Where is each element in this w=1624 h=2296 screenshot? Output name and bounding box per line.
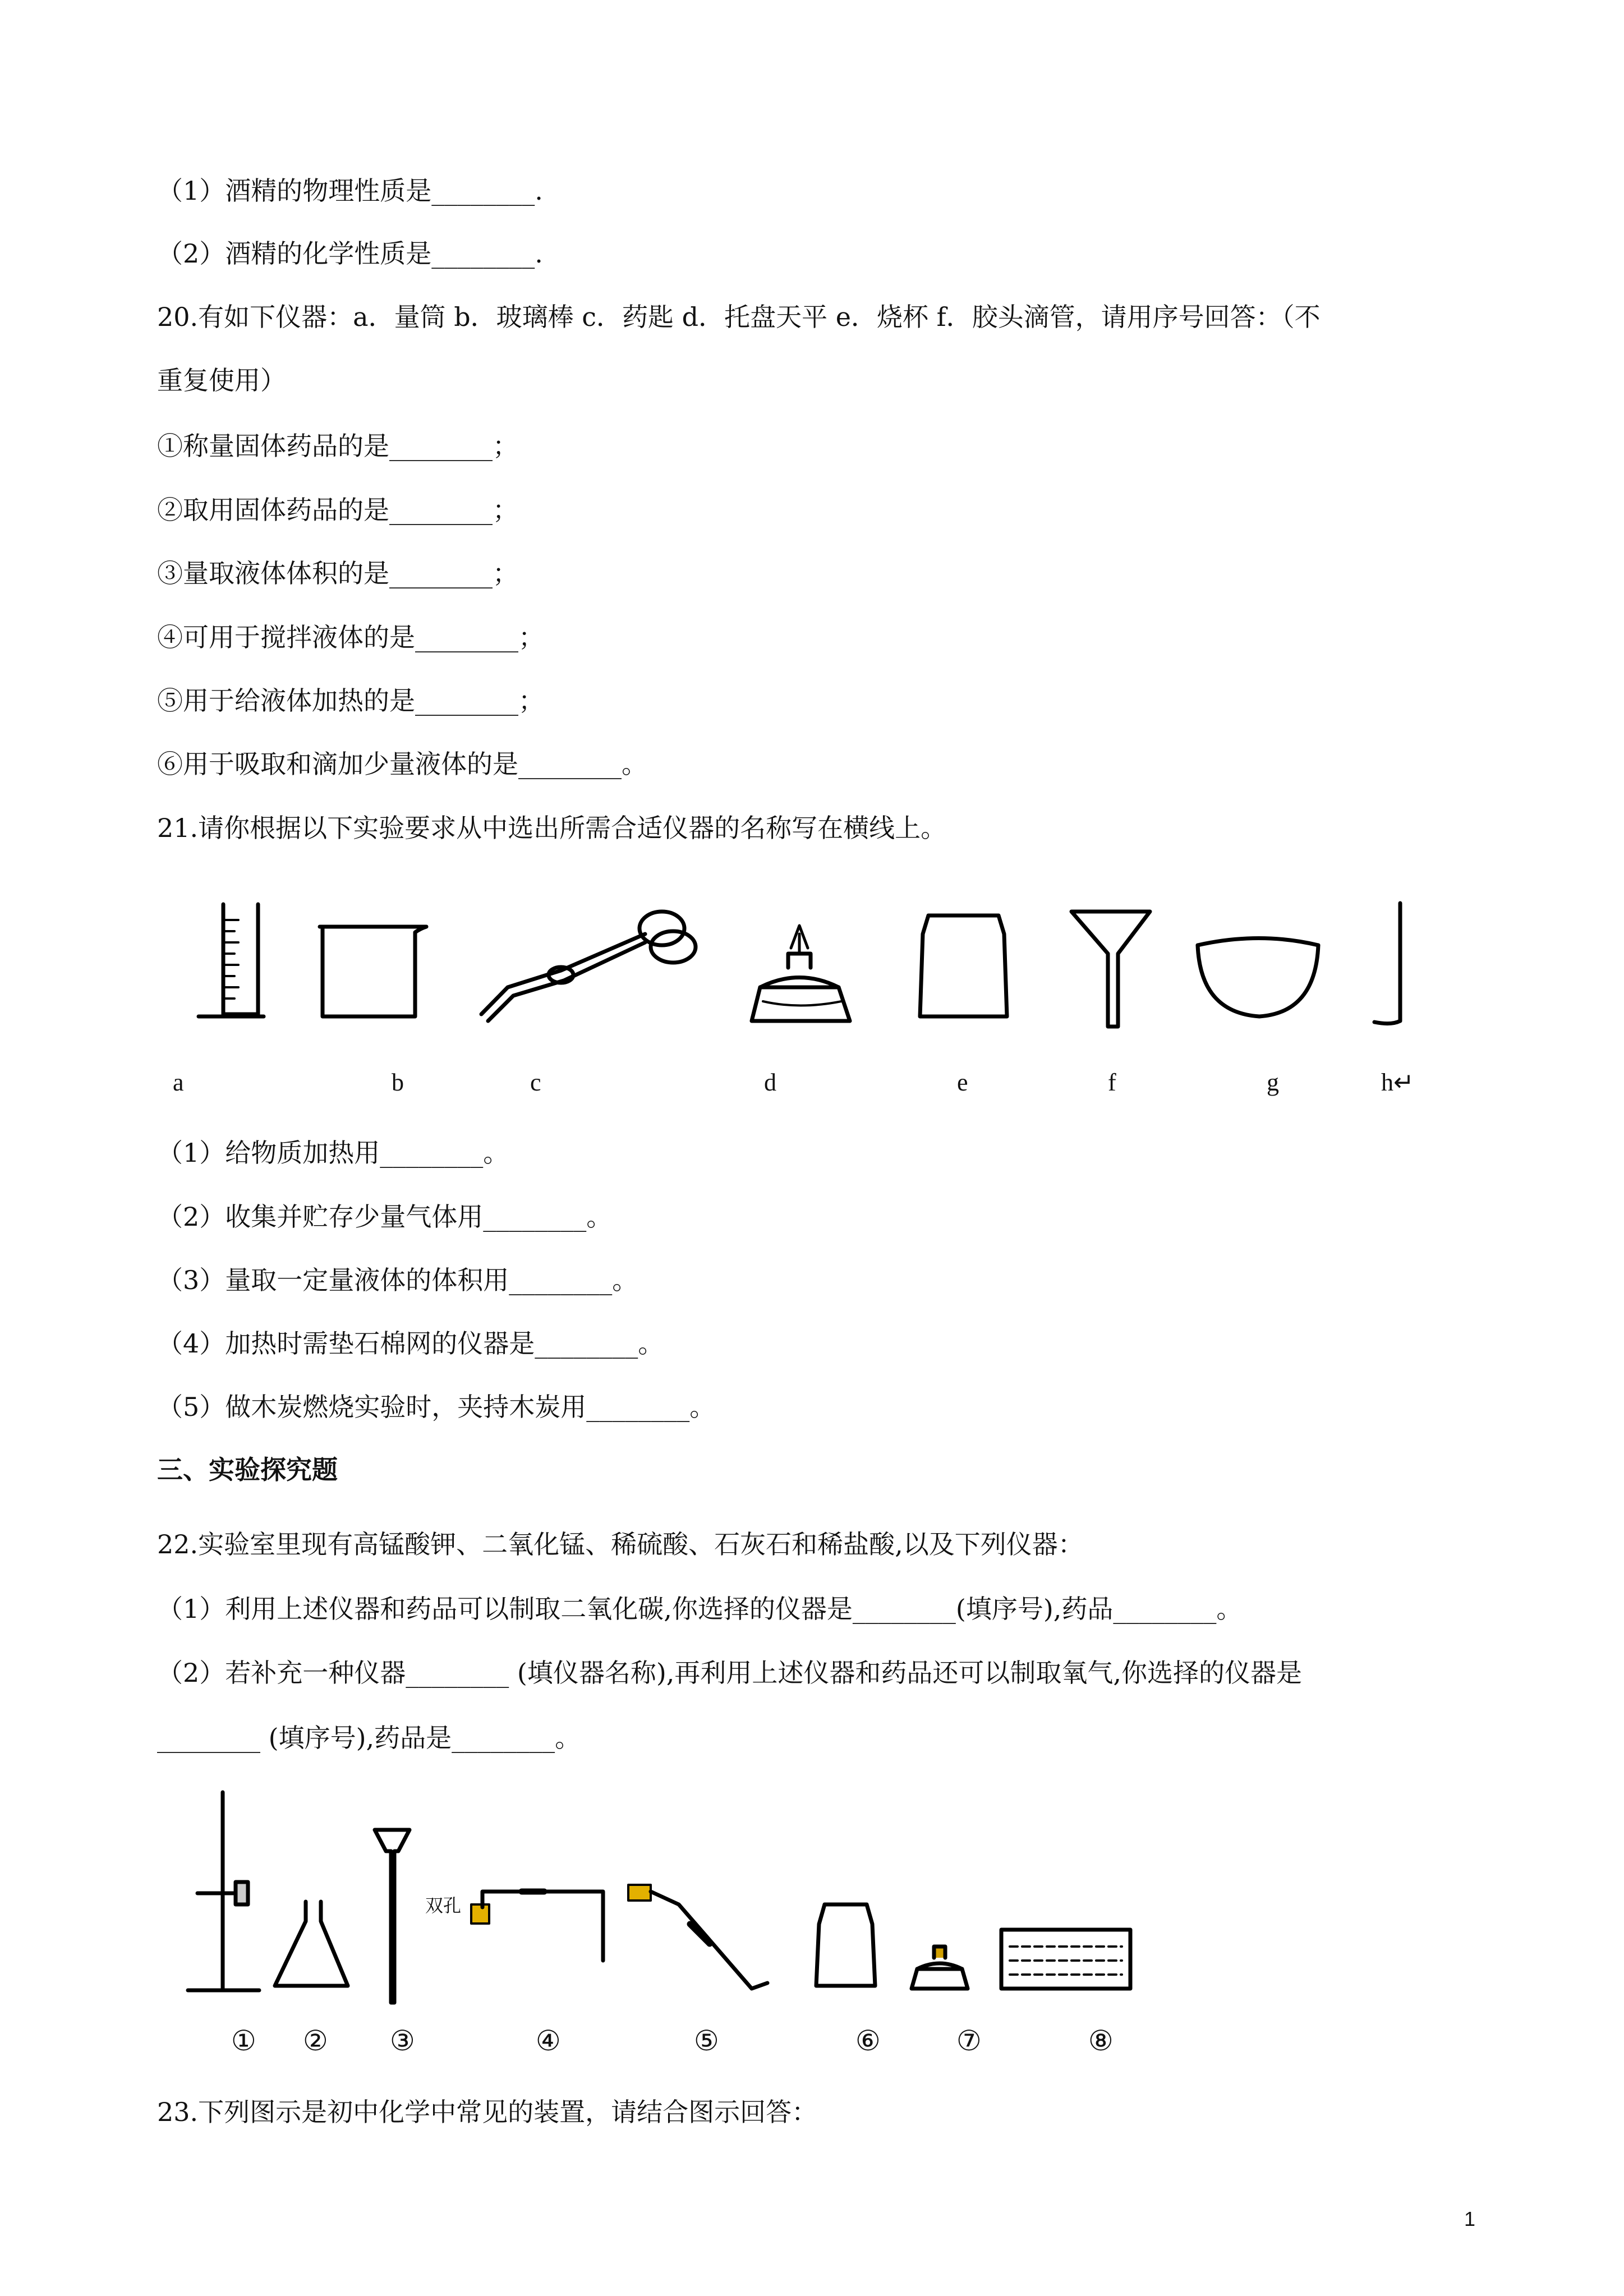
q19-part2: （2）酒精的化学性质是________. — [157, 238, 543, 269]
fig21-label-a: a — [173, 1069, 184, 1096]
fig22-label-4: ④ — [536, 2024, 561, 2057]
q22-part2: （2）若补充一种仪器________ (填仪器名称),再利用上述仪器和药品还可以制取氧气,你选择的仪器是 — [157, 1658, 1303, 1688]
stopper-text-label: 双孔 — [425, 1895, 462, 1916]
q20-item6: ⑥用于吸取和滴加少量液体的是________。 — [157, 749, 647, 779]
delivery-tube-icon — [628, 1885, 767, 1989]
q19-part1: （1）酒精的物理性质是________. — [157, 176, 543, 206]
q20-item4: ④可用于搅拌液体的是________； — [157, 622, 544, 652]
q21-item1: （1）给物质加热用________。 — [157, 1138, 509, 1168]
fig22-label-7: ⑦ — [956, 2024, 982, 2057]
fig22-label-3: ③ — [390, 2024, 415, 2057]
q20-item5: ⑤用于给液体加热的是________； — [157, 685, 544, 716]
water-trough-icon — [1001, 1930, 1130, 1989]
small-alcohol-lamp-icon — [912, 1947, 968, 1989]
gas-bottle-icon — [816, 1904, 875, 1986]
fig21-label-d: d — [764, 1069, 776, 1096]
q22-part2-cont: ________ (填序号),药品是________。 — [157, 1723, 581, 1753]
q22-part1: （1）利用上述仪器和药品可以制取二氧化碳,你选择的仪器是________(填序号),药品________。 — [157, 1594, 1243, 1624]
fig21-label-h: h↵ — [1381, 1069, 1414, 1096]
fig22-label-1: ① — [231, 2024, 256, 2057]
q21-item3: （3）量取一定量液体的体积用________。 — [157, 1265, 638, 1295]
section-heading-experiment: 三、实验探究题 — [157, 1455, 338, 1485]
q20-stem: 20.有如下仪器：a．量筒 b．玻璃棒 c．药匙 d．托盘天平 e．烧杯 f．胶头滴管，请用序号回答：（不 — [157, 302, 1321, 332]
conical-flask-icon — [275, 1902, 348, 1986]
fig22-label-5: ⑤ — [694, 2024, 719, 2057]
fig21-label-f: f — [1108, 1069, 1116, 1096]
fig22-label-8: ⑧ — [1088, 2024, 1114, 2057]
fig21-label-c: c — [530, 1069, 541, 1096]
q20-item1: ①称量固体药品的是________； — [157, 431, 518, 461]
fig21-label-b: b — [392, 1069, 404, 1096]
q20-item3: ③量取液体体积的是________； — [157, 558, 518, 588]
q21-item4: （4）加热时需垫石棉网的仪器是________。 — [157, 1328, 664, 1359]
q22-stem: 22.实验室里现有高锰酸钾、二氧化锰、稀硫酸、石灰石和稀盐酸,以及下列仪器： — [157, 1529, 1084, 1559]
q23-stem: 23.下列图示是初中化学中常见的装置，请结合图示回答： — [157, 2097, 818, 2127]
iron-stand-icon — [188, 1792, 259, 1990]
fig21-label-e: e — [957, 1069, 968, 1096]
fig22-label-6: ⑥ — [855, 2024, 881, 2057]
page-number: 1 — [1464, 2207, 1476, 2230]
fig21-label-g: g — [1267, 1069, 1279, 1096]
long-neck-funnel-icon — [375, 1830, 410, 2003]
q20-stem-cont: 重复使用） — [157, 365, 286, 395]
q21-stem: 21.请你根据以下实验要求从中选出所需合适仪器的名称写在横线上。 — [157, 813, 947, 843]
q21-item5: （5）做木炭燃烧实验时，夹持木炭用________。 — [157, 1392, 716, 1422]
q20-item2: ②取用固体药品的是________； — [157, 495, 518, 525]
stopper-tube-icon — [471, 1892, 603, 1961]
q21-item2: （2）收集并贮存少量气体用________。 — [157, 1202, 613, 1232]
fig22-label-2: ② — [303, 2024, 328, 2057]
